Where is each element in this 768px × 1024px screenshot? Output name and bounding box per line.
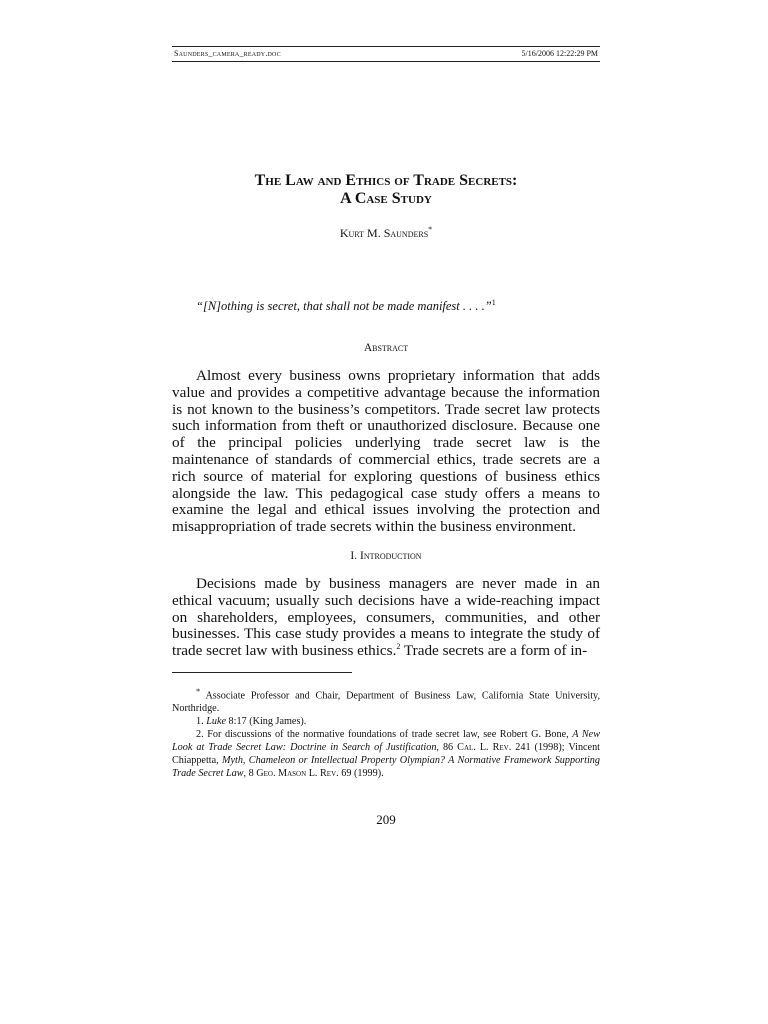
article-title — [172, 172, 600, 208]
intro-text-after-note: Trade secrets are a form of in- — [400, 642, 588, 660]
footnote-2-title-1: A New Look at Trade Secret Law: Doctrine in Search of Justification — [172, 729, 601, 754]
footnote-star-marker: * — [196, 685, 201, 696]
introduction-paragraph — [172, 576, 600, 660]
footnote-2 — [172, 728, 600, 780]
footnote-2-text-a: For discussions of the normative foundations of trade secret law, see Robert G. Bone, — [207, 729, 573, 741]
footnote-1-number: 1. — [196, 716, 204, 728]
footnote-1-text: 8:17 (King James). — [226, 716, 307, 728]
footnote-2-text-b: , 86 — [436, 742, 458, 754]
epigraph — [172, 299, 600, 314]
footnote-1-source: Luke — [206, 716, 226, 728]
intro-text-before-note: Decisions made by business managers are never made in an ethical vacuum; usually such decisions have a wide-reaching impact on shareholders, employees, consumers, communities, and other businesses. This case study provides a means to integrate the study of trade secret law with business ethics. — [172, 574, 600, 660]
title-line-1: The Law and Ethics of Trade Secrets: — [254, 172, 518, 189]
footnote-2-journal-2: Geo. Mason L. Rev. — [256, 768, 339, 780]
footnote-2-text-c: 241 (1998); Vincent Chiappetta, — [172, 742, 600, 767]
footnote-2-number: 2. — [196, 729, 204, 741]
epigraph-text: “[N]othing is secret, that shall not be made manifest . . . .” — [196, 299, 492, 313]
header-filename: Saunders_camera_ready.doc — [174, 49, 281, 58]
epigraph-footnote-marker: 1 — [491, 297, 496, 307]
abstract-heading: Abstract — [363, 342, 409, 354]
footnote-2-journal-1: Cal. L. Rev. — [457, 742, 512, 754]
author-footnote-marker: * — [428, 225, 433, 234]
footnote-2-text-d: , 8 — [243, 768, 257, 780]
author-name: Kurt M. Saunders — [339, 226, 429, 240]
author-byline — [172, 226, 600, 241]
footnote-2-title-2: Myth, Chameleon or Intellectual Property Olympian? A Normative Framework Supporting Trade Secret Law — [172, 755, 600, 780]
footnotes — [172, 685, 600, 780]
footnote-star — [172, 685, 600, 715]
header-timestamp: 5/16/2006 12:22:29 PM — [521, 49, 598, 58]
footnote-2-text-e: 69 (1999). — [338, 768, 384, 780]
page-content — [172, 60, 600, 780]
introduction-heading: I. Introduction — [350, 549, 422, 562]
footnote-star-text: Associate Professor and Chair, Department of Business Law, California State University, Northridge. — [172, 690, 601, 715]
footnote-1 — [172, 715, 600, 728]
title-line-2: A Case Study — [340, 190, 432, 207]
intro-footnote-marker: 2 — [396, 642, 401, 652]
page-number: 209 — [376, 812, 396, 827]
footnote-divider — [172, 672, 352, 673]
abstract-paragraph: Almost every business owns proprietary information that adds value and provides a competitive advantage because the information is not known to the business’s competitors. Trade secret law protects such information from theft or unauthorized disclosure. Because one of the principal policies underlying trade secret law is the maintenance of standards of commercial ethics, trade secrets are a rich source of material for exploring questions of business ethics alongside the law. This pedagogical case study offers a means to examine the legal and ethical issues involving the protection and misappropriation of trade secrets within the business environment. — [172, 367, 600, 536]
